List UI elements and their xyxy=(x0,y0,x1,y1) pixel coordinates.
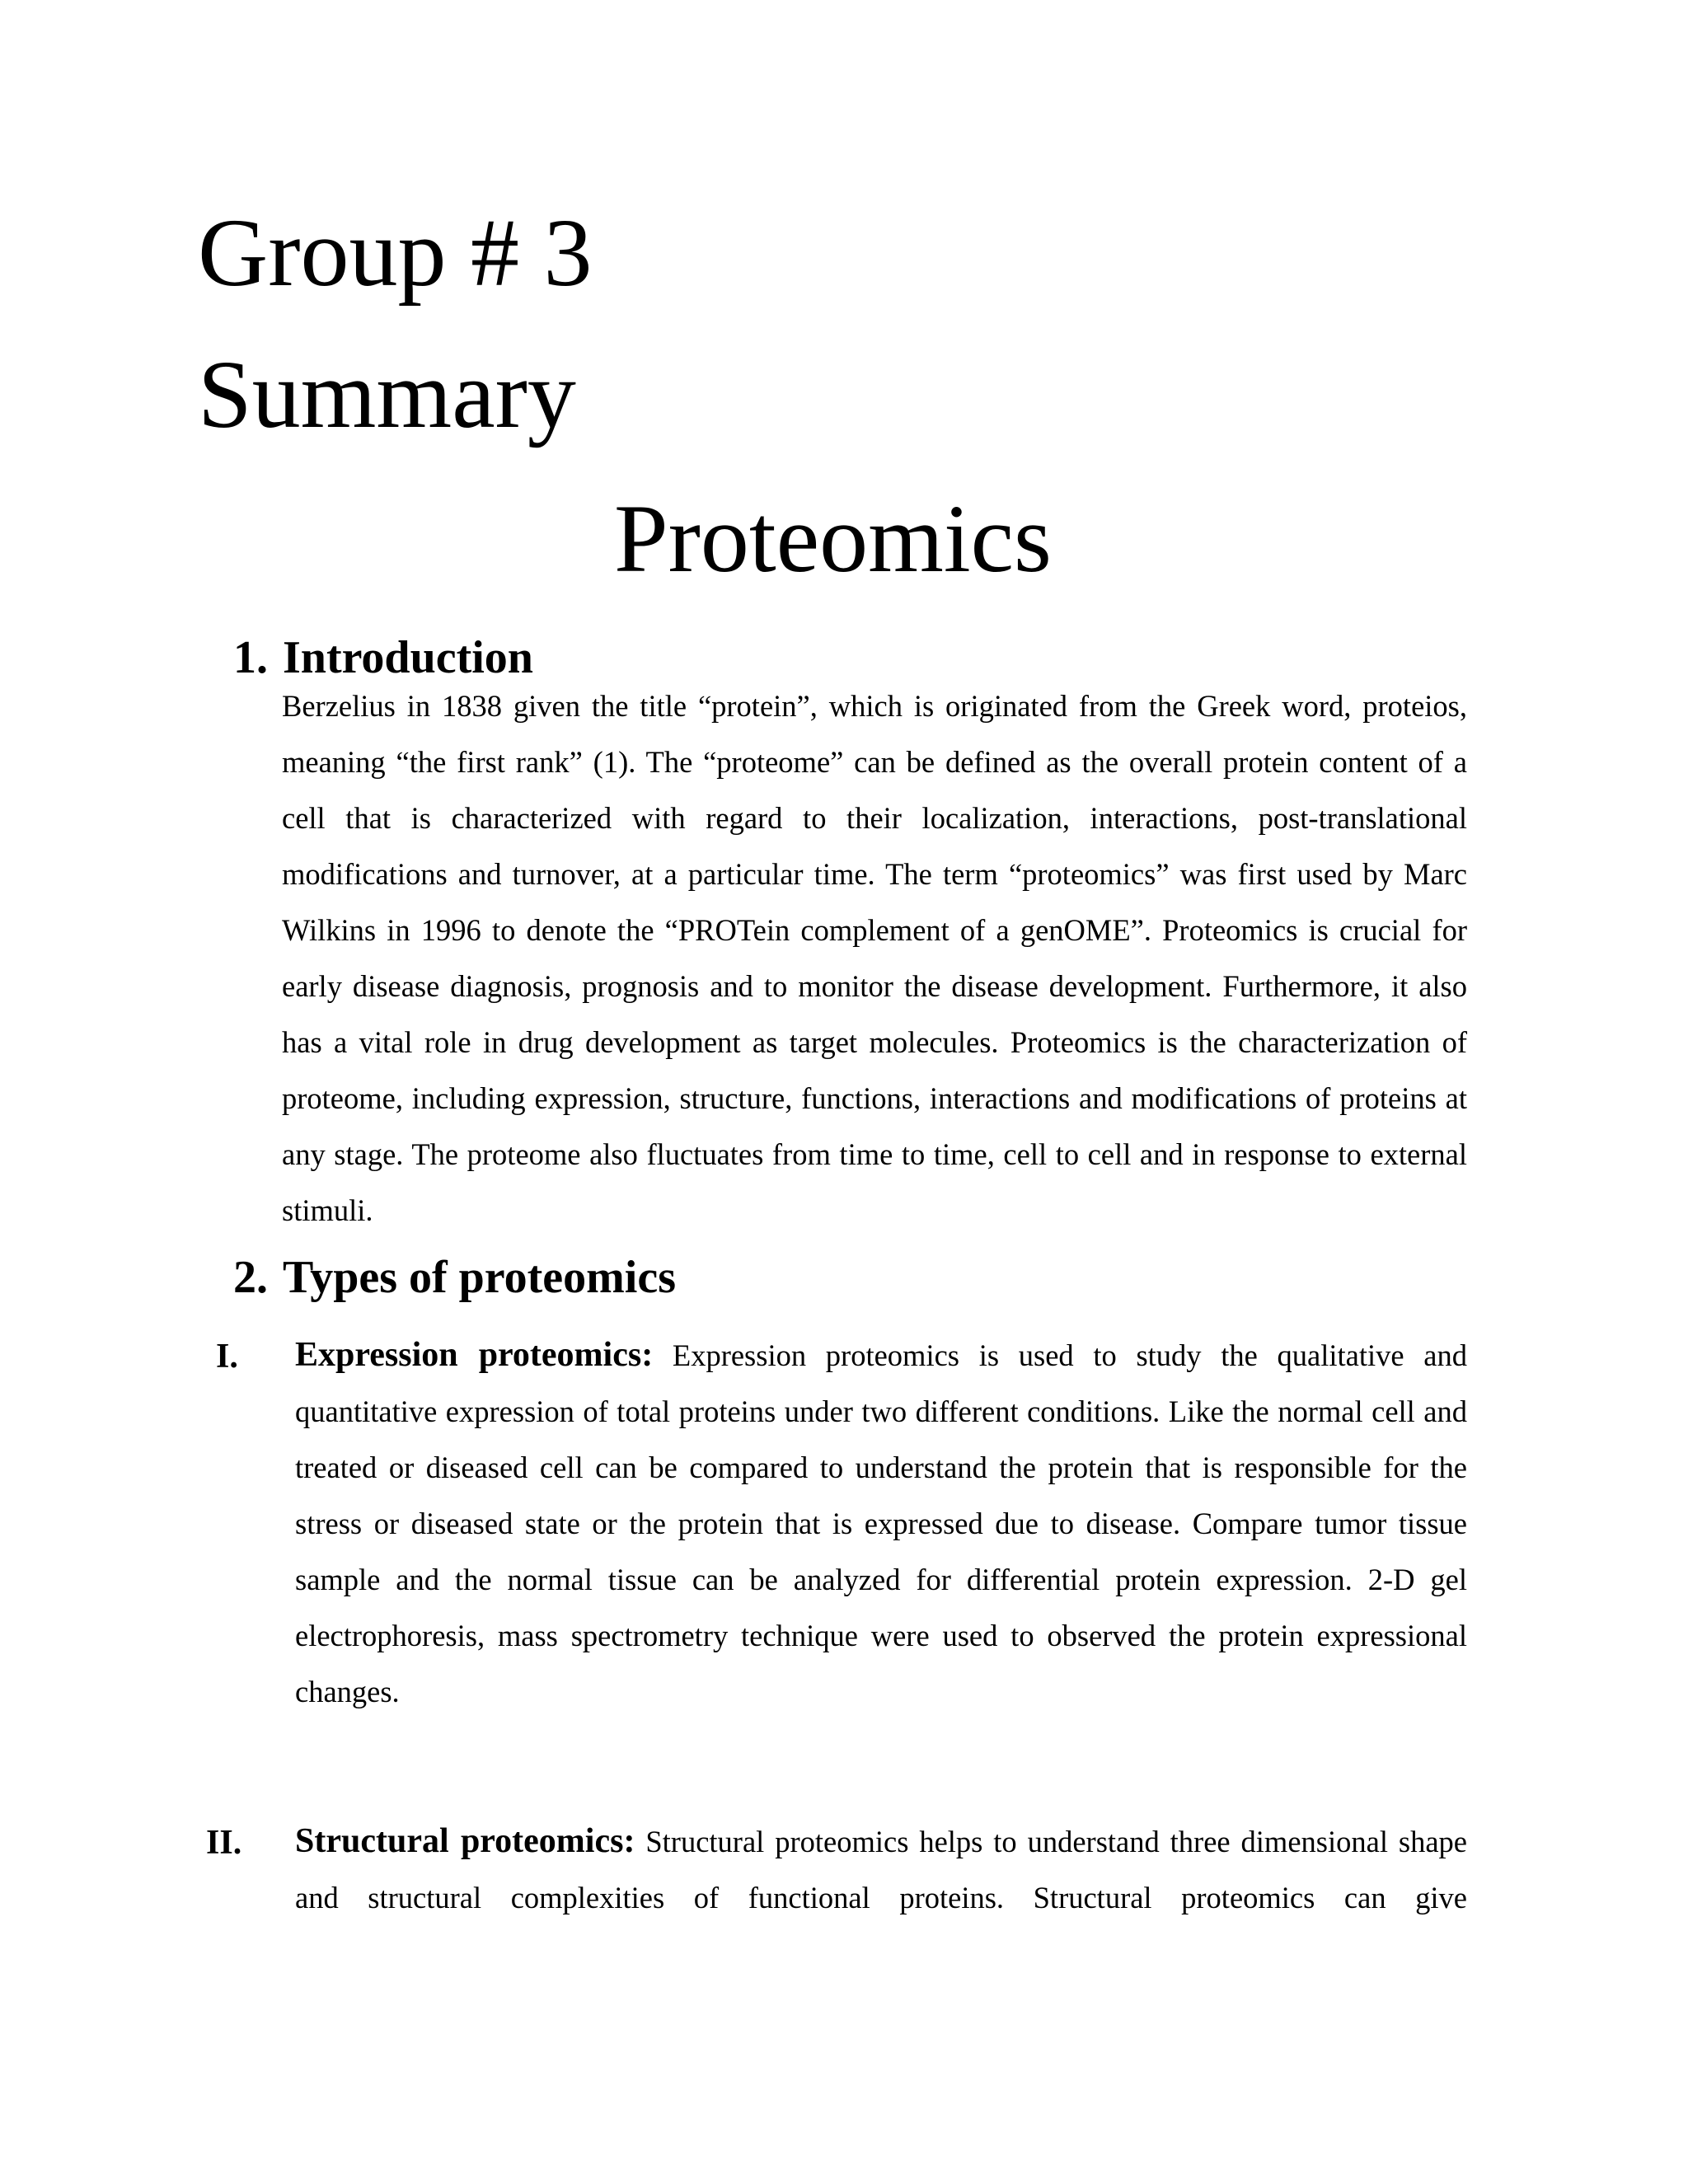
structural-proteomics-text: Structural proteomics helps to understand three dimensional shape and structural complexities of functional proteins. Structural proteomics can give xyxy=(295,1825,1467,1915)
structural-proteomics-paragraph xyxy=(295,1813,1467,1926)
expression-proteomics-text: Expression proteomics is used to study the qualitative and quantitative expression of total proteins under two different conditions. Like the normal cell and treated or diseased cell can be compared to understand the protein that is responsible for the stress or diseased state or the protein that is expressed due to disease. Compare tumor tissue sample and the normal tissue can be analyzed for differential protein expression. 2-D gel electrophoresis, mass spectrometry technique were used to observed the protein expressional changes. xyxy=(295,1338,1467,1708)
section-title: Types of proteomics xyxy=(283,1252,676,1303)
introduction-paragraph: Berzelius in 1838 given the title “protein”, which is originated from the Greek word, proteios, meaning “the first rank” (1). The “proteome” can be defined as the overall protein content of a cell that is characterized with regard to their localization, interactions, post-translational modifications and turnover, at a particular time. The term “proteomics” was first used by Marc Wilkins in 1996 to denote the “PROTein complement of a genOME”. Proteomics is crucial for early disease diagnosis, prognosis and to monitor the disease development. Furthermore, it also has a vital role in drug development as target molecules. Proteomics is the characterization of proteome, including expression, structure, functions, interactions and modifications of proteins at any stage. The proteome also fluctuates from time to time, cell to cell and in response to external stimuli. xyxy=(282,689,1467,1227)
list-marker-1: I. xyxy=(216,1338,238,1376)
expression-proteomics-paragraph xyxy=(295,1327,1467,1720)
section-number: 2. xyxy=(233,1252,268,1303)
summary-heading: Summary xyxy=(198,340,576,448)
section-heading-introduction xyxy=(233,632,533,683)
structural-proteomics-title: Structural proteomics: xyxy=(295,1822,635,1860)
section-heading-types xyxy=(233,1254,676,1301)
list-marker-2: II. xyxy=(206,1824,242,1862)
document-title: Proteomics xyxy=(614,485,1052,593)
section-title: Introduction xyxy=(283,632,533,683)
expression-proteomics-title: Expression proteomics: xyxy=(295,1336,654,1374)
section-number: 1. xyxy=(233,632,268,683)
group-heading: Group # 3 xyxy=(198,199,593,307)
